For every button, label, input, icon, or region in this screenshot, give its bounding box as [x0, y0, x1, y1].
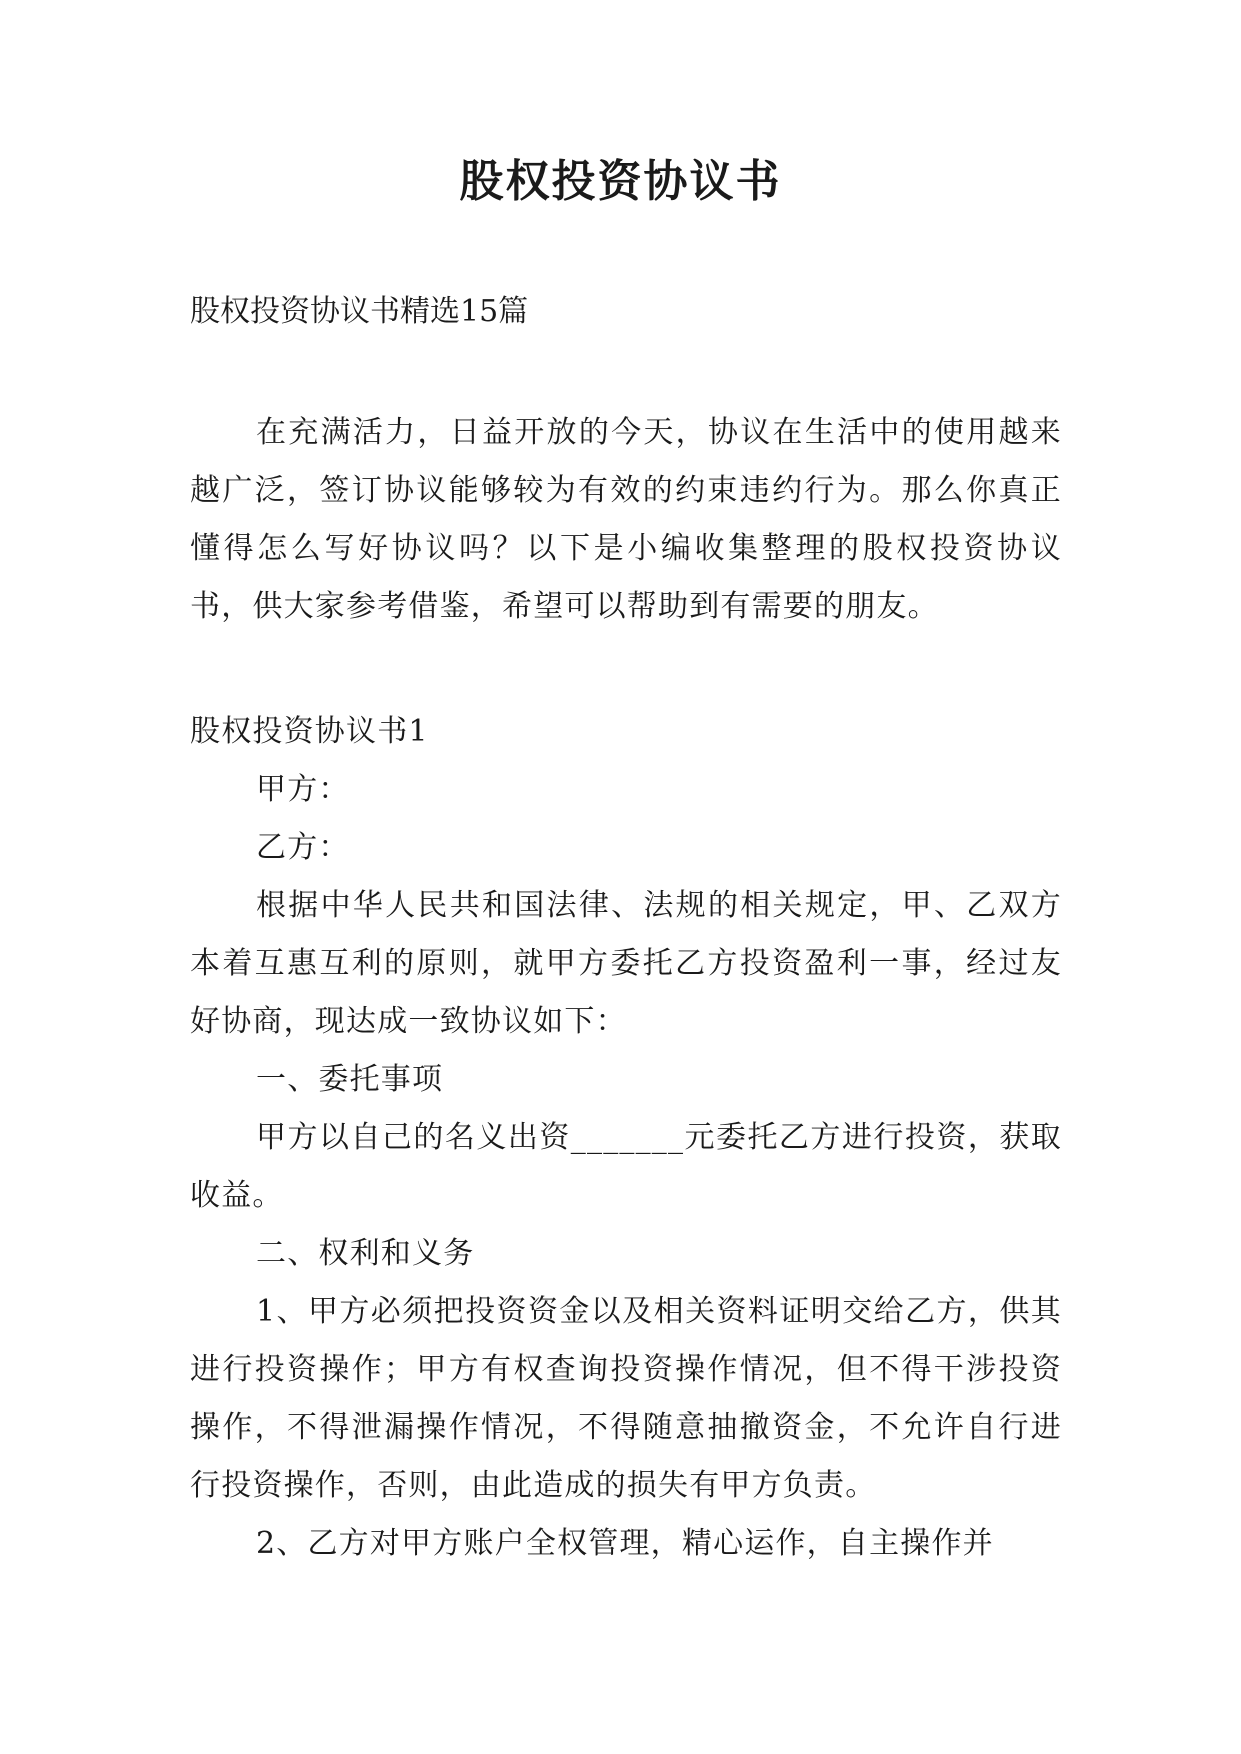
- clause-2-item-1: 1、甲方必须把投资资金以及相关资料证明交给乙方，供其进行投资操作；甲方有权查询投资操作情况，但不得干涉投资操作，不得泄漏操作情况，不得随意抽撤资金，不允许自行进行投资操作，否则，由此造成的损失有甲方负责。: [190, 1294, 1062, 1503]
- preamble-paragraph: 根据中华人民共和国法律、法规的相关规定，甲、乙双方本着互惠互利的原则，就甲方委托乙方投资盈利一事，经过友好协商，现达成一致协议如下：: [190, 888, 1062, 1039]
- clause-2-item-2: 2、乙方对甲方账户全权管理，精心运作，自主操作并: [256, 1526, 994, 1561]
- intro-paragraph: 在充满活力，日益开放的今天，协议在生活中的使用越来越广泛，签订协议能够较为有效的约束违约行为。那么你真正懂得怎么写好协议吗？以下是小编收集整理的股权投资协议书，供大家参考借鉴，希望可以帮助到有需要的朋友。: [190, 415, 1062, 624]
- document-subtitle: 股权投资协议书精选15篇: [190, 294, 529, 329]
- clause-1-heading: 一、委托事项: [256, 1062, 444, 1097]
- party-a-label: 甲方：: [256, 772, 350, 807]
- intro-section: [190, 404, 1062, 636]
- agreement-section-1: [190, 703, 1062, 1573]
- clause-1-paragraph: 甲方以自己的名义出资_______元委托乙方进行投资，获取收益。: [190, 1120, 1062, 1213]
- section-heading: 股权投资协议书1: [190, 714, 429, 749]
- party-b-label: 乙方：: [256, 830, 350, 865]
- clause-2-heading: 二、权利和义务: [256, 1236, 475, 1271]
- document-title: 股权投资协议书: [459, 156, 782, 207]
